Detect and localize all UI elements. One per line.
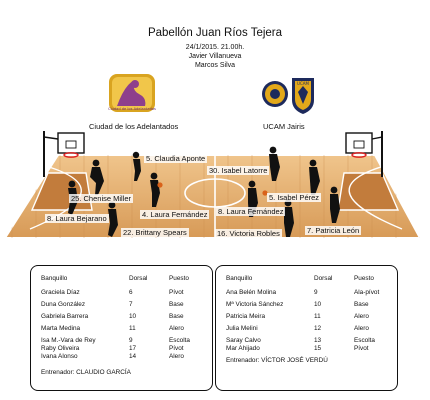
player-name: Mar Ahijado — [226, 345, 260, 352]
player-name: Isa M.-Vara de Rey — [41, 337, 96, 344]
match-datetime: 24/1/2015. 21.00h. — [185, 44, 245, 51]
player-position: Base — [354, 301, 369, 308]
player-position: Pívot — [354, 345, 369, 352]
court-player-label: 5. Isabel Pérez — [269, 193, 320, 202]
player-name: Raby Oliveira — [41, 345, 80, 352]
referee-1: Javier Villanueva — [188, 53, 242, 60]
column-header-number: Dorsal — [129, 275, 148, 282]
away-coach: Entrenador: VÍCTOR JOSÉ VERDÚ — [226, 357, 328, 364]
court-player-label: 22. Brittany Spears — [123, 228, 187, 237]
player-position: Pívot — [169, 345, 184, 352]
player-name: Ivana Alonso — [41, 353, 78, 360]
venue-title: Pabellón Juan Ríos Tejera — [147, 27, 283, 39]
player-position: Alero — [354, 325, 369, 332]
away-team-name: UCAM Jairis — [263, 122, 305, 131]
home-team-logo — [107, 70, 157, 116]
column-header-number: Dorsal — [314, 275, 333, 282]
player-number: 10 — [314, 301, 322, 308]
player-number: 10 — [129, 313, 137, 320]
player-number: 9 — [314, 289, 318, 296]
player-name: Ana Belén Molina — [226, 289, 277, 296]
court-player-label: 30. Isabel Latorre — [209, 166, 268, 175]
court-player-label: 4. Laura Fernández — [142, 210, 208, 219]
court-player-label: 5. Claudia Aponte — [146, 154, 206, 163]
home-logo-lettering: Ciudad de los Adelantados — [108, 107, 156, 111]
player-name: Mª Victoria Sánchez — [226, 301, 284, 308]
court-player-label: 8. Laura Fernández — [218, 207, 284, 216]
home-team-name: Ciudad de los Adelantados — [89, 122, 179, 131]
home-coach: Entrenador: CLAUDIO GARCÍA — [41, 369, 131, 376]
home-bench-table — [30, 265, 213, 391]
player-position: Alero — [169, 353, 184, 360]
court-player-label: 16. Victoria Robles — [217, 229, 280, 238]
player-name: Saray Calvo — [226, 337, 261, 344]
away-team-logo — [260, 72, 316, 116]
player-name: Julia Melini — [226, 325, 258, 332]
player-position: Ala-pívot — [354, 289, 380, 296]
player-number: 11 — [314, 313, 321, 320]
player-position: Escolta — [169, 337, 190, 344]
player-number: 6 — [129, 289, 133, 296]
left-key — [32, 173, 92, 210]
player-number: 15 — [314, 345, 322, 352]
away-logo-lettering: UCAM — [297, 81, 309, 86]
player-position: Base — [169, 313, 184, 320]
ball-icon — [157, 182, 162, 187]
player-number: 9 — [129, 337, 133, 344]
court-player-label: 25. Chenise Miller — [71, 194, 132, 203]
player-position: Escolta — [354, 337, 375, 344]
player-name: Duna González — [41, 301, 86, 308]
player-name: Marta Medina — [41, 325, 81, 332]
player-number: 14 — [129, 353, 137, 360]
away-bench-table — [215, 265, 398, 391]
player-number: 12 — [314, 325, 322, 332]
player-name: Patricia Meira — [226, 313, 266, 320]
court-player-label: 7. Patricia León — [307, 226, 360, 235]
column-header-name: Banquillo — [226, 275, 253, 282]
player-position: Alero — [169, 325, 184, 332]
column-header-name: Banquillo — [41, 275, 68, 282]
court-player-label: 8. Laura Bejarano — [47, 214, 107, 223]
player-name: Gabriela Barrera — [41, 313, 89, 320]
player-number: 7 — [129, 301, 133, 308]
player-position: Base — [169, 301, 184, 308]
player-number: 11 — [129, 325, 136, 332]
player-position: Pívot — [169, 289, 184, 296]
column-header-position: Puesto — [354, 275, 374, 282]
player-number: 13 — [314, 337, 322, 344]
referee-2: Marcos Silva — [194, 62, 236, 69]
right-key — [338, 173, 398, 210]
player-name: Graciela Díaz — [41, 289, 80, 296]
player-number: 17 — [129, 345, 137, 352]
column-header-position: Puesto — [169, 275, 189, 282]
player-position: Alero — [354, 313, 369, 320]
